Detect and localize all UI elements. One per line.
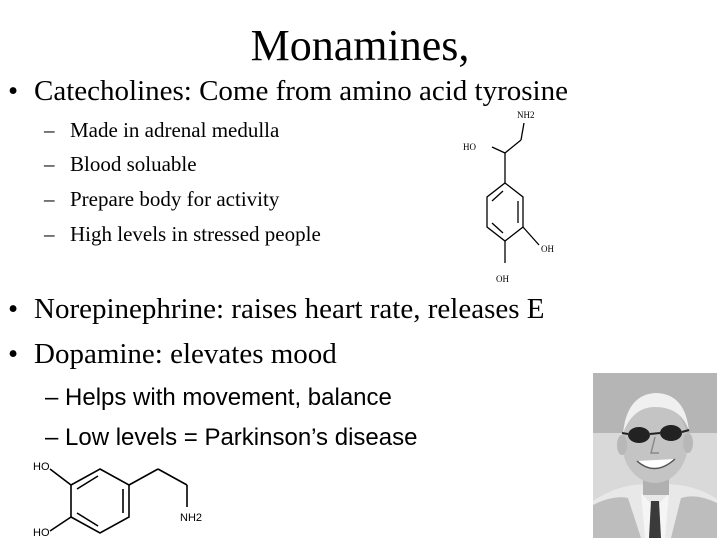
bullet-text: Norepinephrine: raises heart rate, releases E bbox=[34, 293, 545, 325]
sub-bullet-text: Low levels = Parkinson’s disease bbox=[65, 424, 418, 451]
nh2-label: NH2 bbox=[517, 110, 535, 120]
dash: – bbox=[44, 152, 55, 176]
bullet-dopamine bbox=[8, 337, 337, 371]
bullet-text: Catecholines: Come from amino acid tyrosine bbox=[34, 75, 568, 107]
norepinephrine-structure bbox=[455, 105, 565, 285]
ho-label: HO bbox=[33, 527, 50, 539]
dash: – bbox=[44, 118, 55, 142]
sub-bullet bbox=[44, 221, 321, 247]
bullet-catecholines bbox=[8, 74, 568, 108]
portrait-photo-icon bbox=[593, 373, 717, 538]
sub-bullet bbox=[45, 424, 417, 452]
oh-label: OH bbox=[541, 244, 554, 254]
nh2-label: NH2 bbox=[180, 512, 203, 524]
bullet-text: Dopamine: elevates mood bbox=[34, 338, 337, 370]
slide-title: Monamines, bbox=[250, 21, 470, 70]
bullet-symbol: • bbox=[8, 293, 19, 325]
sub-bullet-text: Made in adrenal medulla bbox=[70, 118, 280, 142]
sub-bullet bbox=[44, 186, 279, 212]
sub-bullet-text: Blood soluable bbox=[70, 152, 197, 176]
sub-bullet bbox=[45, 384, 392, 412]
dash: – bbox=[45, 424, 59, 451]
dash: – bbox=[44, 222, 55, 246]
dash: – bbox=[45, 384, 59, 411]
portrait-photo bbox=[593, 373, 717, 538]
oh-label: OH bbox=[496, 274, 509, 284]
dash: – bbox=[44, 187, 55, 211]
sub-bullet bbox=[44, 117, 279, 143]
bullet-norepinephrine bbox=[8, 292, 544, 326]
sub-bullet-text: High levels in stressed people bbox=[70, 222, 321, 246]
sub-bullet-text: Helps with movement, balance bbox=[65, 384, 392, 411]
ho-label: HO bbox=[33, 461, 50, 473]
bullet-symbol: • bbox=[8, 338, 19, 370]
dopamine-structure bbox=[28, 455, 218, 540]
ho-label: HO bbox=[463, 142, 476, 152]
sub-bullet bbox=[44, 151, 197, 177]
bullet-symbol: • bbox=[8, 75, 19, 107]
sub-bullet-text: Prepare body for activity bbox=[70, 187, 280, 211]
